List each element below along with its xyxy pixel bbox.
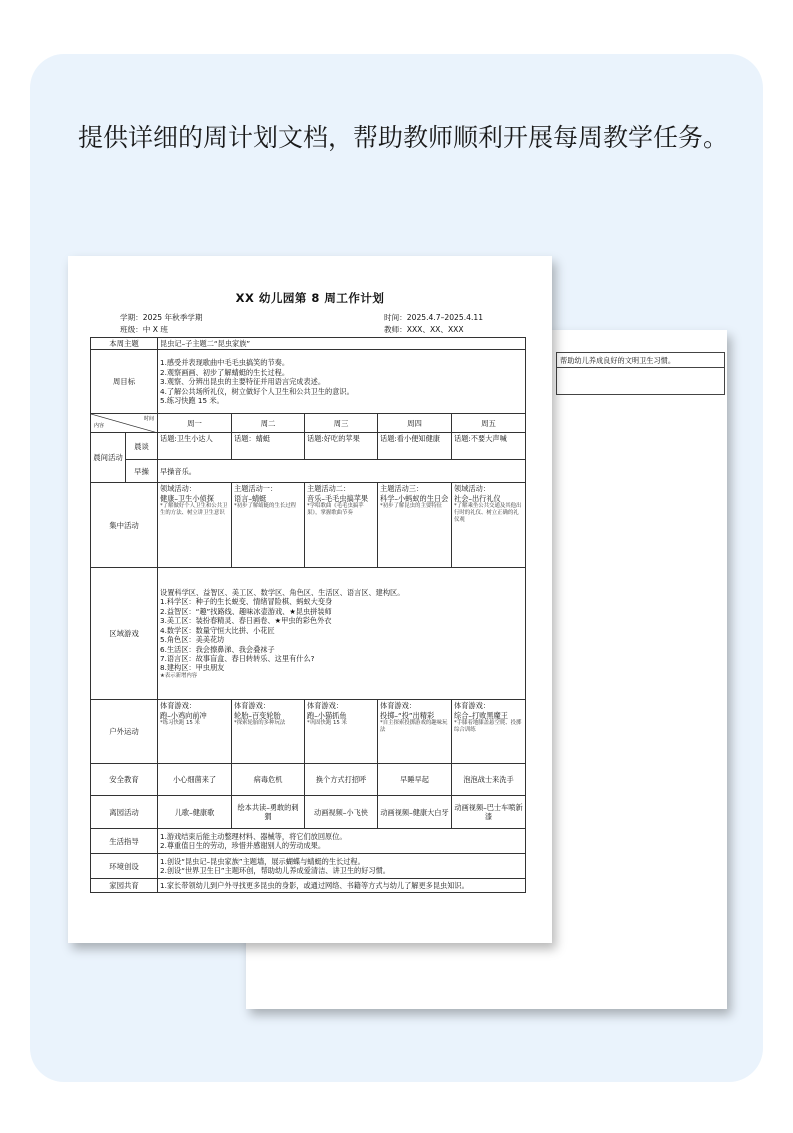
day-header: 周四 xyxy=(378,414,452,433)
outdoor-cell-title: 投掷–“投”出精彩 xyxy=(380,710,435,720)
env-item: 1.创设“昆虫记–昆虫家族”主题墙，展示蝴蝶与蜻蜓的生长过程。 xyxy=(160,857,365,866)
leave-cell: 绘本共读–勇敢的刺猬 xyxy=(232,796,305,829)
group-cell-title: 社会–出行礼仪 xyxy=(454,493,501,503)
class-label: 班级：中 X 班 xyxy=(120,325,168,334)
home-label: 家园共育 xyxy=(91,879,158,893)
outdoor-cell-title: 跑–小鸡向前冲 xyxy=(160,710,207,720)
morning-label: 晨间活动 xyxy=(91,433,126,483)
talk-cell: 话题:不要大声喊 xyxy=(452,433,526,460)
talk-cell: 话题:看小便知健康 xyxy=(378,433,452,460)
group-cell-type: 主题活动三： xyxy=(380,484,424,494)
area-item: 1.科学区：种子的生长蜕变、情绪冒险棋、蚂蚁大变身 xyxy=(160,597,333,607)
env-item: 2.创设“世界卫生日”主题环创，帮助幼儿养成爱清洁、讲卫生的好习惯。 xyxy=(160,866,390,876)
safety-cell: 早睡早起 xyxy=(378,764,452,796)
env-cell xyxy=(158,854,526,879)
outdoor-cell-title: 综合–打败黑魔王 xyxy=(454,710,508,720)
date-label: 时间：2025.4.7–2025.4.11 xyxy=(384,313,484,322)
goal-item: 2.观察画画、初步了解蜻蜓的生长过程。 xyxy=(160,367,290,377)
leave-cell: 儿歌–健康歌 xyxy=(158,796,232,829)
talk-cell: 话题:好吃的苹果 xyxy=(305,433,378,460)
front-page xyxy=(68,256,552,943)
area-item: 4.数学区：数量守恒大比拼、小花匠 xyxy=(160,625,275,635)
home-cell: 1.家长带领幼儿到户外寻找更多昆虫的身影，或通过网络、书籍等方式与幼儿了解更多昆虫知识。 xyxy=(158,879,526,893)
safety-cell: 病毒危机 xyxy=(232,764,305,796)
group-cell xyxy=(158,483,232,568)
plan-table xyxy=(90,337,526,893)
leave-cell: 动画视频–小飞侠 xyxy=(305,796,378,829)
outdoor-cell-note: *巩固快跑 15 米 xyxy=(307,720,347,727)
area-item: 6.生活区：我会擦鼻涕、我会叠袜子 xyxy=(160,644,275,654)
goal-item: 3.观察、分辨出昆虫的主要特征并用语言完成表述。 xyxy=(160,377,326,387)
outdoor-label: 户外运动 xyxy=(91,700,158,764)
area-note: ★表示新增内容 xyxy=(160,672,198,679)
outdoor-cell xyxy=(158,700,232,764)
outdoor-cell-type: 体育游戏： xyxy=(454,701,490,711)
day-header: 周一 xyxy=(158,414,232,433)
theme-label: 本周主题 xyxy=(91,338,158,350)
group-cell-note: *学唱歌曲《毛毛虫搞苹果》，掌握歌曲节奏 xyxy=(307,503,364,517)
outdoor-cell-type: 体育游戏： xyxy=(307,701,343,711)
outdoor-cell xyxy=(232,700,305,764)
exercise-cell: 早操音乐。 xyxy=(158,460,526,483)
goal-item: 4.了解公共场所礼仪，树立做好个人卫生和公共卫生的意识。 xyxy=(160,386,354,396)
group-cell xyxy=(232,483,305,568)
safety-label: 安全教育 xyxy=(91,764,158,796)
life-item: 2.尊重值日生的劳动，珍惜并感谢别人的劳动成果。 xyxy=(160,841,326,851)
group-cell-title: 语言–蜻蜓 xyxy=(234,493,267,503)
talk-cell: 话题:卫生小达人 xyxy=(158,433,232,460)
area-item: 设置科学区、益智区、美工区、数学区、角色区、生活区、语言区、建构区。 xyxy=(160,588,405,598)
talk-label: 晨谈 xyxy=(126,433,158,460)
outdoor-cell-note: *自主探索投掷游戏的趣味玩法 xyxy=(380,720,448,734)
area-item: 3.美工区：装扮春精灵、春日画卷、★甲虫的彩色外衣 xyxy=(160,616,332,626)
life-cell xyxy=(158,829,526,854)
semester-label: 学期：2025 年秋季学期 xyxy=(120,313,203,322)
group-cell-note: *了解乘坐公共交通及其他出行时的礼仪、树立正确的礼仪观 xyxy=(454,503,522,524)
outdoor-cell-title: 轮胎–百变轮胎 xyxy=(234,710,281,720)
outdoor-cell-note: *手膝着地膝盖悬空爬、投掷综合训练 xyxy=(454,720,522,734)
leave-label: 离园活动 xyxy=(91,796,158,829)
corner-header xyxy=(91,414,158,433)
day-header: 周五 xyxy=(452,414,526,433)
group-cell xyxy=(305,483,378,568)
outdoor-cell-type: 体育游戏： xyxy=(380,701,416,711)
outdoor-cell-title: 跑–小猫抓鱼 xyxy=(307,710,347,720)
goal-item: 5.练习快跑 15 米。 xyxy=(160,396,224,406)
talk-cell: 话题：蜻蜓 xyxy=(232,433,305,460)
theme-value: 昆虫记–子主题二“昆虫家族” xyxy=(158,338,526,350)
area-item: 8.建构区：甲虫朋友 xyxy=(160,663,225,673)
group-cell-type: 主题活动一： xyxy=(234,484,278,494)
exercise-label: 早操 xyxy=(126,460,158,483)
env-label: 环境创设 xyxy=(91,854,158,879)
group-cell xyxy=(378,483,452,568)
leave-cell: 动画视频–巴士车喷新漆 xyxy=(452,796,526,829)
area-item: 7.语言区：故事盲盒、春日转转乐、这里有什么? xyxy=(160,653,315,663)
leave-cell: 动画视频–健康大白牙 xyxy=(378,796,452,829)
group-cell-type: 主题活动二： xyxy=(307,484,351,494)
group-cell-type: 领域活动： xyxy=(454,484,490,494)
corner-bottom-label: 内容 xyxy=(94,423,105,429)
life-item: 1.游戏结束后能主动整理材料、器械等，将它们放回原位。 xyxy=(160,832,347,841)
safety-cell: 小心细菌来了 xyxy=(158,764,232,796)
safety-cell: 换个方式打招呼 xyxy=(305,764,378,796)
group-cell-note: *初步了解昆虫的主要特征 xyxy=(380,503,443,510)
back-page-line: 帮助幼儿养成良好的文明卫生习惯。 xyxy=(557,353,725,368)
group-cell-title: 科学–小蚂蚁的生日会 xyxy=(380,493,449,503)
group-cell-type: 领域活动： xyxy=(160,484,196,494)
group-label: 集中活动 xyxy=(91,483,158,568)
outdoor-cell-note: *探索轮胎的多种玩法 xyxy=(234,720,286,727)
goal-item: 1.感受并表现歌曲中毛毛虫搞笑的节奏。 xyxy=(160,358,290,368)
group-cell xyxy=(452,483,526,568)
outdoor-cell xyxy=(378,700,452,764)
day-header: 周三 xyxy=(305,414,378,433)
back-page-table xyxy=(556,352,725,395)
headline: 提供详细的周计划文档，帮助教师顺利开展每周教学任务。 xyxy=(78,123,729,152)
outdoor-cell-type: 体育游戏： xyxy=(234,701,270,711)
doc-title: XX 幼儿园第 8 周工作计划 xyxy=(235,291,385,305)
outdoor-cell-type: 体育游戏： xyxy=(160,701,196,711)
group-cell-title: 健康–卫生小侦探 xyxy=(160,493,214,503)
outdoor-cell xyxy=(452,700,526,764)
outdoor-cell-note: *练习快跑 15 米 xyxy=(160,720,200,727)
day-header: 周二 xyxy=(232,414,305,433)
group-cell-title: 音乐–毛毛虫搞苹果 xyxy=(307,493,369,503)
life-label: 生活指导 xyxy=(91,829,158,854)
goals-cell xyxy=(158,350,526,414)
outdoor-cell xyxy=(305,700,378,764)
safety-cell: 泡泡战士来洗手 xyxy=(452,764,526,796)
area-label: 区域游戏 xyxy=(91,568,158,700)
corner-top-label: 时间 xyxy=(144,416,155,423)
area-item: 2.益智区：“趣”找路线、趣味冰壶游戏、★昆虫拼装师 xyxy=(160,606,332,616)
area-cell xyxy=(158,568,526,700)
goals-label: 周目标 xyxy=(91,350,158,414)
group-cell-note: *了解做好个人卫生和公共卫生的方法、树立讲卫生意识 xyxy=(160,503,228,517)
teacher-label: 教师：XXX、XX、XXX xyxy=(384,325,464,334)
area-item: 5.角色区：美美花坊 xyxy=(160,635,225,645)
group-cell-note: *初步了解蜻蜓的生长过程 xyxy=(234,503,297,510)
